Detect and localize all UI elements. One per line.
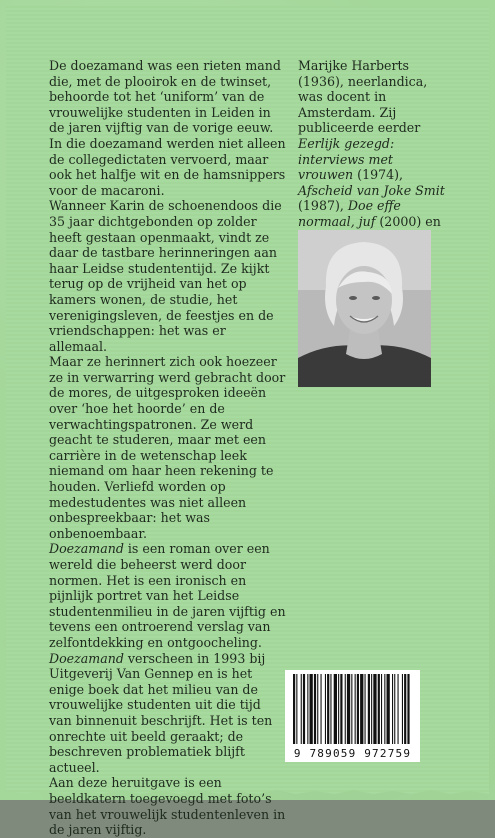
book-title: Doezamand: [49, 650, 124, 666]
blurb-text: [49, 58, 287, 838]
book-title: Doezamand: [49, 541, 124, 557]
author-portrait: [298, 230, 431, 387]
barcode: [285, 670, 420, 762]
blurb-paragraph: De doezamand was een rieten mand die, met de plooirok en de twinset, behoorde tot het ‘uniform’ van de vrouwelijke studenten in Leiden in de jaren vijftig van de vorige eeuw. In die doezamand werden niet alleen de collegedictaten vervoerd, maar ook het halfje wit en de hamsnippers voor de macaroni.: [49, 58, 286, 198]
blurb-paragraph: Wanneer Karin de schoenendoos die 35 jaar dichtgebonden op zolder heeft gestaan openmaakt, vindt ze daar de tastbare herinneringen aan haar Leidse studententijd. Ze kijkt terug op de vrijheid van het op kamers wonen, de studie, het verenigingsleven, de feestjes en de vriendschappen: het was er allemaal.: [49, 198, 282, 354]
barcode-bars: [285, 670, 420, 748]
blurb-paragraph: Maar ze herinnert zich ook hoezeer ze in verwarring werd gebracht door de mores, de uitgesproken ideeën over ‘hoe het hoorde’ en de verwachtingspatronen. Ze werd geacht te studeren, maar met een carrière in de wetenschap leek niemand om haar heen rekening te houden. Verliefd worden op medestudentes was niet alleen onbespreekbaar: het was onbenoembaar.: [49, 354, 286, 541]
blurb-paragraph: Doezamand verscheen in 1993 bij Uitgeverij Van Gennep en is het enige boek dat het milieu van de vrouwelijke studenten uit die tijd van binnenuit beschrijft. Het is ten onrechte uit beeld geraakt; de beschreven problematiek blijft actueel.: [49, 650, 273, 775]
blurb-paragraph: Aan deze heruitgave is een beeldkatern toegevoegd met foto’s van het vrouwelijk studentenleven in de jaren vijftig.: [49, 775, 286, 838]
blurb-paragraph: Doezamand is een roman over een wereld die beheerst werd door normen. Het is een ironisch en pijnlijk portret van het Leidse studentenmilieu in de jaren vijftig en tevens een ontroerend verslag van zelfontdekking en ontgoocheling.: [49, 541, 286, 650]
portrait-image: [298, 230, 431, 387]
author-bio: Marijke Harberts (1936), neerlandica, was docent in Amsterdam. Zij publiceerde eerder Eerlijk gezegd: interviews met vrouwen (1974), Afscheid van Joke Smit (1987), Doe effe normaal, juf (2000) en: [298, 58, 445, 229]
isbn-number: 9 789059 972759: [293, 747, 412, 760]
